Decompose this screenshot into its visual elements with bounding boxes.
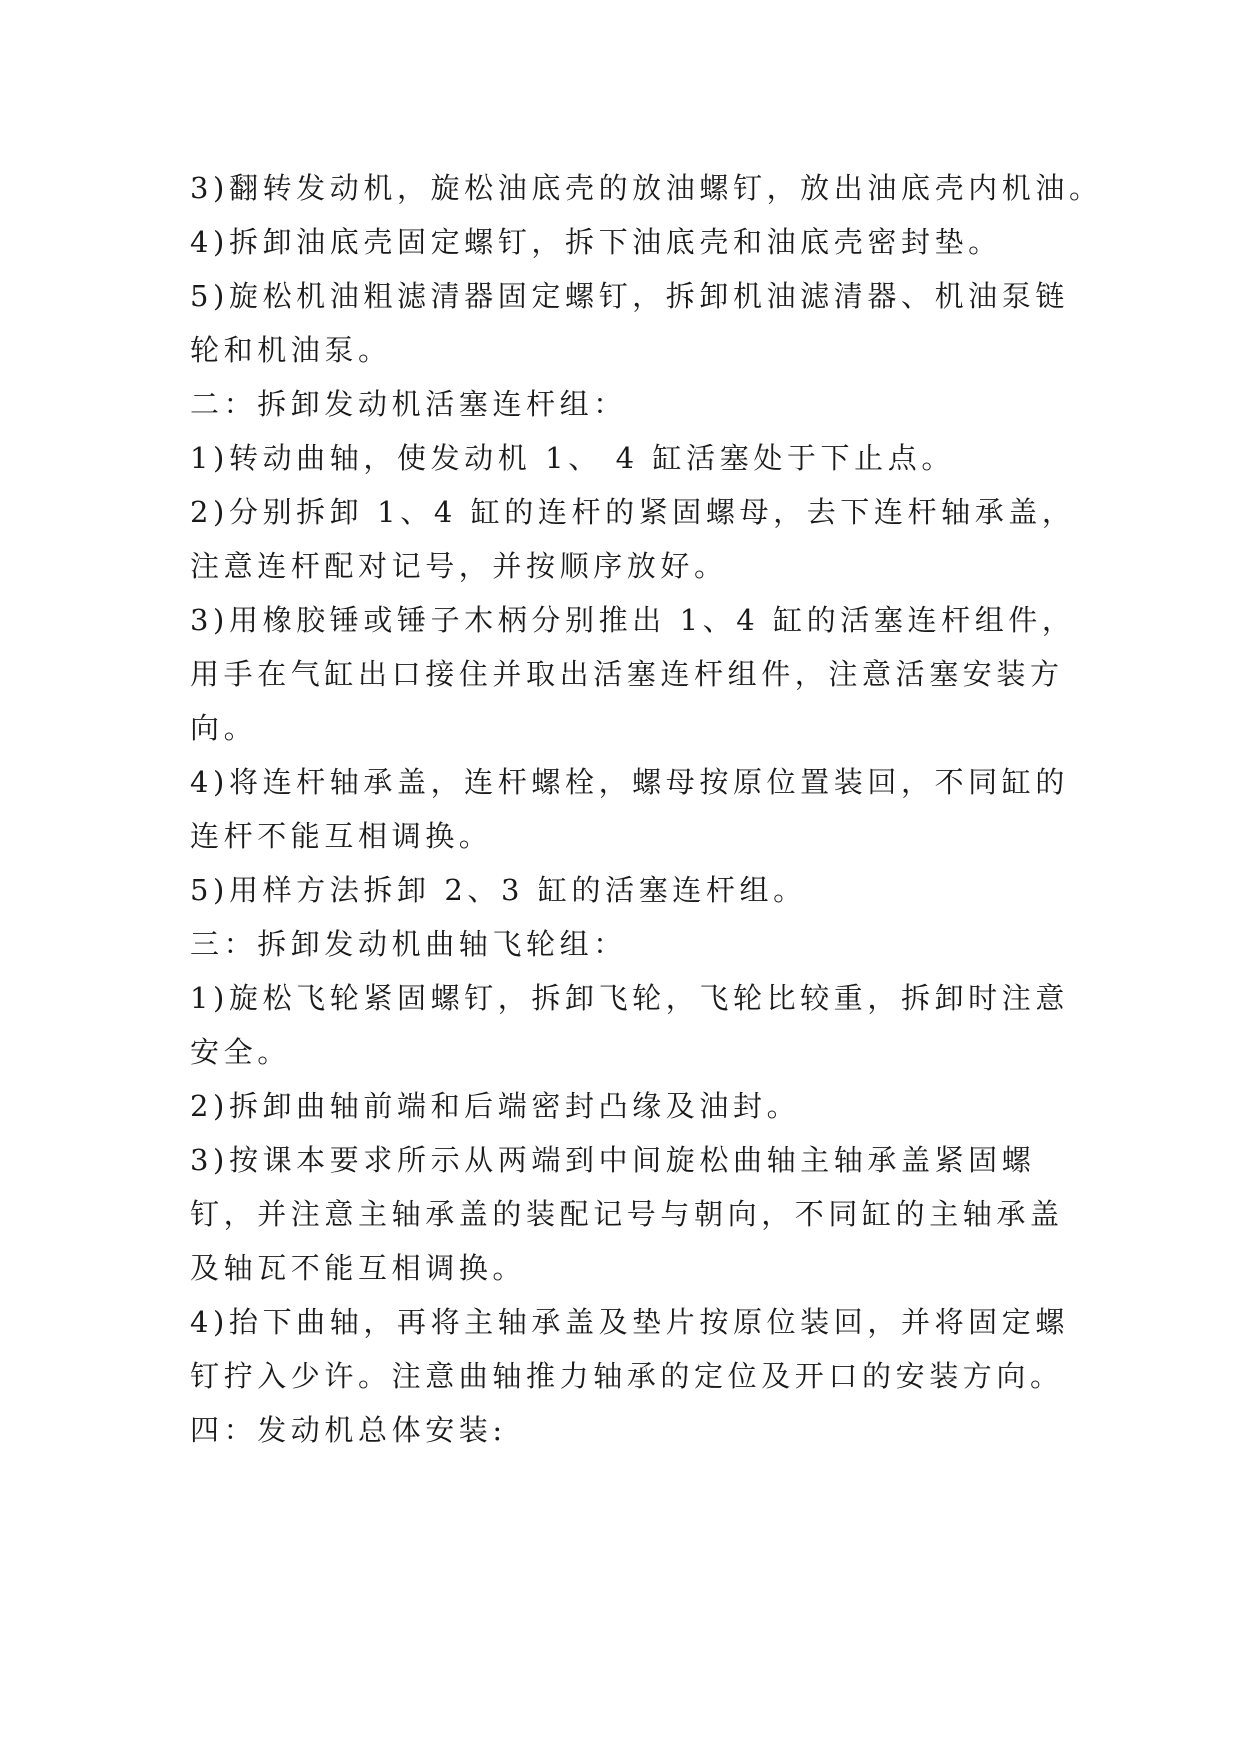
- text-line: 钉拧入少许。注意曲轴推力轴承的定位及开口的安装方向。: [190, 1359, 1064, 1393]
- text-line: 2)拆卸曲轴前端和后端密封凸缘及油封。: [190, 1089, 801, 1123]
- text-line: 用手在气缸出口接住并取出活塞连杆组件，注意活塞安装方: [190, 657, 1064, 691]
- text-line: 2)分别拆卸 1、4 缸的连杆的紧固螺母，去下连杆轴承盖，: [190, 495, 1076, 529]
- text-line: 向。: [190, 711, 258, 745]
- text-line: 连杆不能互相调换。: [190, 819, 493, 853]
- text-line: 1)旋松飞轮紧固螺钉，拆卸飞轮，飞轮比较重，拆卸时注意: [190, 981, 1069, 1015]
- text-line: 5)旋松机油粗滤清器固定螺钉，拆卸机油滤清器、机油泵链: [190, 279, 1069, 313]
- section-heading: 四：发动机总体安装:: [190, 1413, 507, 1447]
- text-line: 注意连杆配对记号，并按顺序放好。: [190, 549, 728, 583]
- text-line: 4)将连杆轴承盖，连杆螺栓，螺母按原位置装回，不同缸的: [190, 765, 1069, 799]
- text-line: 3)按课本要求所示从两端到中间旋松曲轴主轴承盖紧固螺: [190, 1143, 1036, 1177]
- text-line: 3)用橡胶锤或锤子木柄分别推出 1、4 缸的活塞连杆组件，: [190, 603, 1076, 637]
- text-line: 4)拆卸油底壳固定螺钉，拆下油底壳和油底壳密封垫。: [190, 225, 1002, 259]
- text-line: 安全。: [190, 1035, 291, 1069]
- section-heading: 二：拆卸发动机活塞连杆组：: [190, 387, 627, 421]
- text-line: 钉，并注意主轴承盖的装配记号与朝向，不同缸的主轴承盖: [190, 1197, 1064, 1231]
- text-line: 1)转动曲轴，使发动机 1、 4 缸活塞处于下止点。: [190, 441, 955, 475]
- text-line: 4)抬下曲轴，再将主轴承盖及垫片按原位装回，并将固定螺: [190, 1305, 1069, 1339]
- text-line: 3)翻转发动机，旋松油底壳的放油螺钉，放出油底壳内机油。: [190, 171, 1103, 205]
- text-line: 5)用样方法拆卸 2、3 缸的活塞连杆组。: [190, 873, 807, 907]
- section-heading: 三：拆卸发动机曲轴飞轮组：: [190, 927, 627, 961]
- text-line: 轮和机油泵。: [190, 333, 392, 367]
- text-line: 及轴瓦不能互相调换。: [190, 1251, 527, 1285]
